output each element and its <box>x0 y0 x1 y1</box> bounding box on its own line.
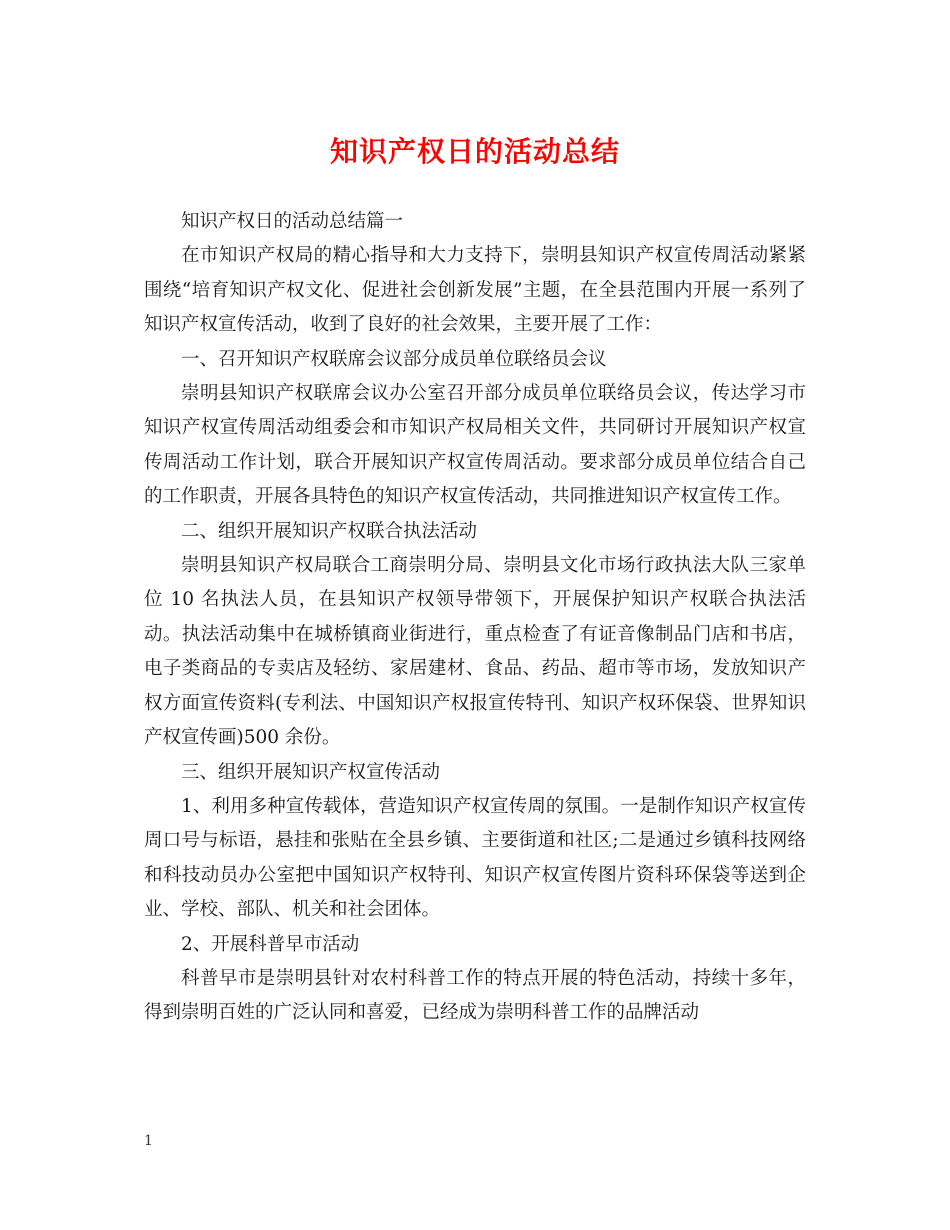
paragraph: 崇明县知识产权局联合工商崇明分局、崇明县文化市场行政执法大队三家单位 10 名执法人员，在县知识产权领导带领下，开展保护知识产权联合执法活动。执法活动集中在城桥镇商业街进行，重点检查了有证音像制品门店和书店，电子类商品的专卖店及轻纺、家居建材、食品、药品、超市等市场，发放知识产权方面宣传资料(专利法、中国知识产权报宣传特刊、知识产权环保袋、世界知识产权宣传画)500 余份。 <box>144 555 806 749</box>
document-body <box>144 205 806 1031</box>
paragraph: 1、利用多种宣传载体，营造知识产权宣传周的氛围。一是制作知识产权宣传周口号与标语，悬挂和张贴在全县乡镇、主要街道和社区;二是通过乡镇科技网络和科技动员办公室把中国知识产权特刊、知识产权宣传图片资科环保袋等送到企业、学校、部队、机关和社会团体。 <box>144 795 806 921</box>
section-heading: 一、召开知识产权联席会议部分成员单位联络员会议 <box>181 348 607 370</box>
section-heading: 二、组织开展知识产权联合执法活动 <box>181 520 478 542</box>
paragraph: 崇明县知识产权联席会议办公室召开部分成员单位联络员会议，传达学习市知识产权宣传周活动组委会和市知识产权局相关文件，共同研讨开展知识产权宣传周活动工作计划，联合开展知识产权宣传周活动。要求部分成员单位结合自己的工作职责，开展各具特色的知识产权宣传活动，共同推进知识产权宣传工作。 <box>144 383 806 508</box>
document-title: 知识产权日的活动总结 <box>329 135 620 168</box>
page-number: 1 <box>144 1133 153 1149</box>
section-heading: 三、组织开展知识产权宣传活动 <box>181 761 441 783</box>
section-heading: 2、开展科普早市活动 <box>181 933 360 955</box>
paragraph: 科普早市是崇明县针对农村科普工作的特点开展的特色活动，持续十多年，得到崇明百姓的广泛认同和喜爱，已经成为崇明科普工作的品牌活动 <box>144 967 806 1024</box>
paragraph: 在市知识产权局的精心指导和大力支持下，崇明县知识产权宣传周活动紧紧围绕“培育知识产权文化、促进社会创新发展”主题，在全县范围内开展一系列了知识产权宣传活动，收到了良好的社会效果，主要开展了工作： <box>144 245 806 336</box>
section-heading: 知识产权日的活动总结篇一 <box>181 211 404 232</box>
